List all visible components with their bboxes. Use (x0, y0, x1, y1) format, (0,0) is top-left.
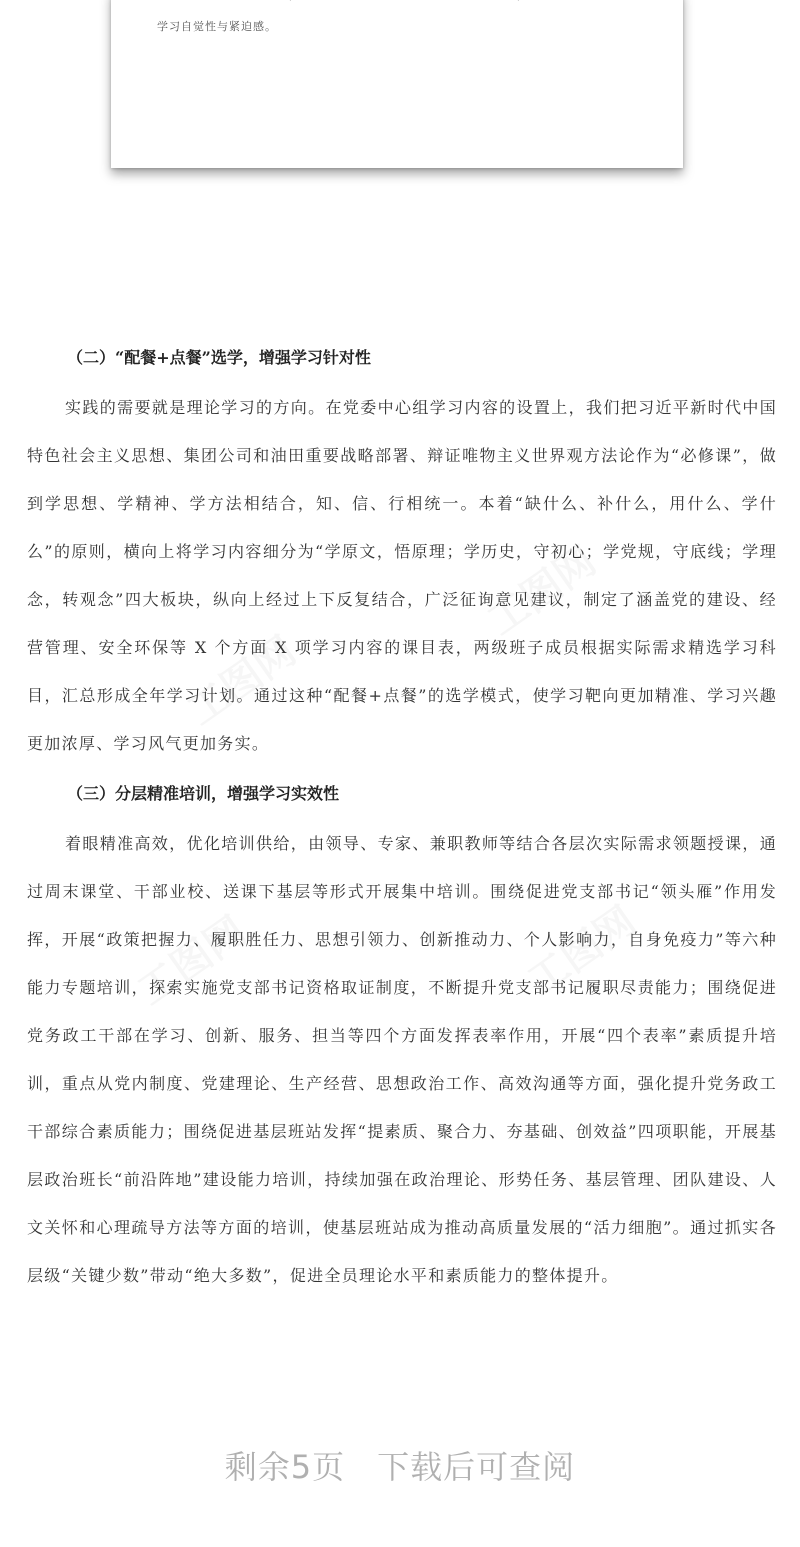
section-paragraph: 实践的需要就是理论学习的方向。在党委中心组学习内容的设置上，我们把习近平新时代中国特色社会主义思想、集团公司和油田重要战略部署、辩证唯物主义世界观方法论作为“必修课”，做到学思想、学精神、学方法相结合，知、信、行相统一。本着“缺什么、补什么，用什么、学什么”的原则，横向上将学习内容细分为“学原文，悟原理；学历史，守初心；学党规，守底线；学理念，转观念”四大板块，纵向上经过上下反复结合，广泛征询意见建议，制定了涵盖党的建设、经营管理、安全环保等 X 个方面 X 项学习内容的课目表，两级班子成员根据实际需求精选学习科目，汇总形成全年学习计划。通过这种“配餐+点餐”的选学模式，使学习靶向更加精准、学习兴趣更加浓厚、学习风气更加务实。 (27, 398, 777, 753)
section-2 (27, 340, 777, 768)
preview-last-line: 学习自觉性与紧迫感。 (157, 20, 277, 33)
previous-page-preview (111, 0, 683, 168)
remaining-pages-label: 剩余5页 (224, 1448, 346, 1486)
download-to-view-label: 下载后可查阅 (377, 1448, 576, 1486)
download-prompt[interactable] (0, 1442, 800, 1488)
section-paragraph: 着眼精准高效，优化培训供给，由领导、专家、兼职教师等结合各层次实际需求领题授课，通过周末课堂、干部业校、送课下基层等形式开展集中培训。围绕促进党支部书记“领头雁”作用发挥，开展“政策把握力、履职胜任力、思想引领力、创新推动力、个人影响力，自身免疫力”等六种能力专题培训，探索实施党支部书记资格取证制度，不断提升党支部书记履职尽责能力；围绕促进党务政工干部在学习、创新、服务、担当等四个方面发挥表率作用，开展“四个表率”素质提升培训，重点从党内制度、党建理论、生产经营、思想政治工作、高效沟通等方面，强化提升党务政工干部综合素质能力；围绕促进基层班站发挥“提素质、聚合力、夯基础、创效益”四项职能，开展基层政治班长“前沿阵地”建设能力培训，持续加强在政治理论、形势任务、基层管理、团队建设、人文关怀和心理疏导方法等方面的培训，使基层班站成为推动高质量发展的“活力细胞”。通过抓实各层级“关键少数”带动“绝大多数”，促进全员理论水平和素质能力的整体提升。 (27, 834, 777, 1285)
section-heading: （三）分层精准培训，增强学习实效性 (67, 784, 340, 803)
section-3 (27, 776, 777, 1300)
document-body (27, 340, 777, 1308)
section-heading: （二）“配餐+点餐”选学，增强学习针对性 (67, 348, 371, 367)
